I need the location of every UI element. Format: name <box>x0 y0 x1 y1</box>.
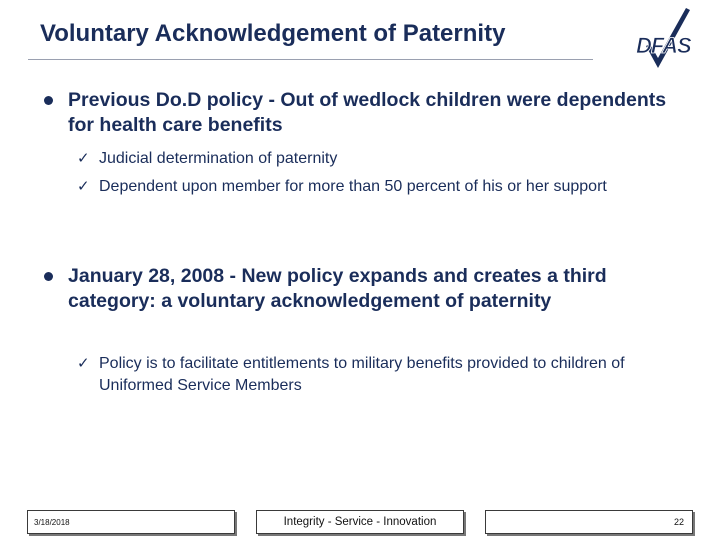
bullet-dot <box>44 96 53 105</box>
check-icon: ✓ <box>77 150 90 167</box>
logo-text: DFAS <box>636 33 691 58</box>
footer-page-number: 22 <box>485 510 693 534</box>
footer-motto: Integrity - Service - Innovation <box>256 510 464 534</box>
check-icon: ✓ <box>77 355 90 372</box>
title-divider <box>28 59 593 60</box>
bullet-dot <box>44 272 53 281</box>
bullet-new-policy: January 28, 2008 - New policy expands and creates a third category: a voluntary acknowledgement of paternity <box>68 265 607 312</box>
slide-title: Voluntary Acknowledgement of Paternity <box>40 20 506 47</box>
check-icon: ✓ <box>77 178 90 195</box>
sub-bullet-dependent: Dependent upon member for more than 50 percent of his or her support <box>99 178 607 195</box>
footer-date: 3/18/2018 <box>27 510 235 534</box>
sub-bullet-judicial: Judicial determination of paternity <box>99 150 338 167</box>
bullet-previous-policy: Previous Do.D policy - Out of wedlock children were dependents for health care benefits <box>68 89 667 136</box>
sub-bullet-facilitate: Policy is to facilitate entitlements to military benefits provided to children of Uniformed Service Members <box>99 355 625 394</box>
dfas-logo-icon <box>632 6 698 76</box>
